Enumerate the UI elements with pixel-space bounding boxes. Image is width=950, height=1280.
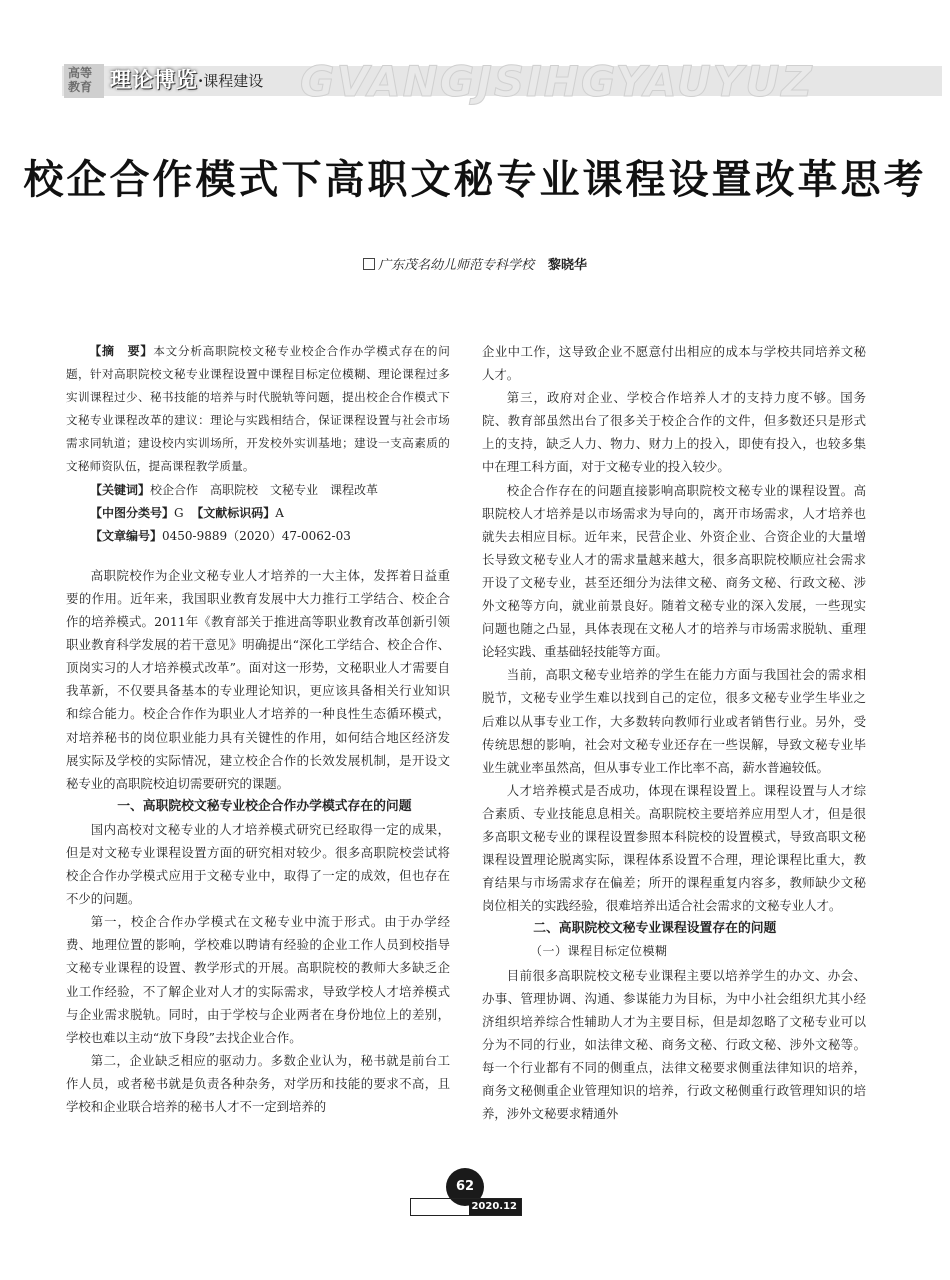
- left-column: [66, 340, 450, 1118]
- author-affiliation: 广东茂名幼儿师范专科学校: [377, 258, 534, 273]
- column-name: 理论博览: [110, 68, 198, 92]
- body-paragraph: 国内高校对文秘专业的人才培养模式研究已经取得一定的成果，但是对文秘专业课程设置方面的研究相对较少。很多高职院校尝试将校企合作办学模式应用于文秘专业中，取得了一定的成效，但也存在不少的问题。: [66, 821, 450, 907]
- section-separator: ·: [198, 72, 204, 90]
- doc-code-value: A: [275, 505, 284, 520]
- clc-value: G: [174, 505, 184, 520]
- subsection-heading: （一）课程目标定位模糊: [530, 944, 668, 959]
- header-watermark: GVANGJSIHGYAUYUZ: [300, 57, 814, 106]
- keywords-text: 校企合作 高职院校 文秘专业 课程改革: [150, 482, 379, 497]
- article-title: 校企合作模式下高职文秘专业课程设置改革思考: [23, 157, 927, 203]
- body-paragraph: 目前很多高职院校文秘专业课程主要以培养学生的办文、办会、办事、管理协调、沟通、参谋能力为目标，为中小社会组织尤其小经济组织培养综合性辅助人才为主要目标，但是却忽略了文秘专业可以分为不同的行业，如法律文秘、商务文秘、行政文秘、涉外文秘等。每一个行业都有不同的侧重点，法律文秘要求侧重法律知识的培养，商务文秘侧重企业管理知识的培养，行政文秘侧重行政管理知识的培养，涉外文秘要求精通外: [482, 967, 866, 1122]
- keywords: [66, 479, 450, 502]
- body-paragraph: 高职院校作为企业文秘专业人才培养的一大主体，发挥着日益重要的作用。近年来，我国职业教育发展中大力推行工学结合、校企合作的培养模式。2011年《教育部关于推进高等职业教育改革创新引领职业教育科学发展的若干意见》明确提出“深化工学结合、校企合作、顶岗实习的人才培养模式改革”。面对这一形势，文秘职业人才需要自我革新，不仅要具备基本的专业理论知识，更应该具备相关行业知识和综合能力。校企合作作为职业人才培养的一种良性生态循环模式，对培养秘书的岗位职业能力具有关键性的作用，如何结合地区经济发展实际及学校的实际情况，建立校企合作的长效发展机制，是开设文秘专业的高职院校迫切需要研究的课题。: [66, 567, 450, 791]
- body-paragraph: 第二，企业缺乏相应的驱动力。多数企业认为，秘书就是前台工作人员，或者秘书就是负责各种杂务，对学历和技能的要求不高，且学校和企业联合培养的秘书人才不一定到培养的: [66, 1052, 450, 1114]
- byline: [0, 254, 950, 273]
- body-paragraph: 人才培养模式是否成功，体现在课程设置上。课程设置与人才综合素质、专业技能息息相关。高职院校主要培养应用型人才，但是很多高职文秘专业的课程设置参照本科院校的设置模式，导致高职文秘课程设置理论脱离实际，课程体系设置不合理，理论课程比重大，教育结果与市场需求存在偏差；所开的课程重复内容多，教师缺少文秘岗位相关的实践经验，很难培养出适合社会需求的文秘专业人才。: [482, 782, 866, 914]
- journal-header: [0, 57, 950, 106]
- page-number: 62: [446, 1168, 484, 1206]
- right-column: [482, 340, 866, 1125]
- abstract-text: 本文分析高职院校文秘专业校企合作办学模式存在的问题，针对高职院校文秘专业课程设置中课程目标定位模糊、理论课程过多实训课程过少、秘书技能的培养与时代脱轨等问题，提出校企合作模式下文秘专业课程改革的建议：理论与实践相结合，保证课程设置与社会市场需求同轨道；建设校内实训场所，开发校外实训基地；建设一支高素质的文秘师资队伍，提高课程教学质量。: [66, 344, 450, 474]
- logo-line1: 高等: [68, 66, 93, 80]
- abstract-label: 【摘 要】: [89, 344, 154, 358]
- section-label: [198, 70, 263, 91]
- issue-date-box: [410, 1198, 522, 1216]
- article-number: [66, 525, 450, 548]
- byline-box-icon: [363, 258, 375, 270]
- section-heading-1: 一、高职院校文秘专业校企合作办学模式存在的问题: [117, 798, 412, 814]
- journal-logo: [64, 64, 104, 98]
- abstract: [66, 340, 450, 479]
- body-paragraph: 第三，政府对企业、学校合作培养人才的支持力度不够。国务院、教育部虽然出台了很多关于校企合作的文件，但多数还只是形式上的支持，缺乏人力、物力、财力上的投入，即使有投入，也较多集中在理工科方面，对于文秘专业的投入较少。: [482, 390, 866, 475]
- issue-date: 2020.12: [471, 1201, 517, 1212]
- body-paragraph: 企业中工作，这导致企业不愿意付出相应的成本与学校共同培养文秘人才。: [482, 344, 866, 383]
- body-paragraph: 第一，校企合作办学模式在文秘专业中流于形式。由于办学经费、地理位置的影响，学校难以聘请有经验的企业工作人员到校指导文秘专业课程的设置、教学形式的开展。高职院校的教师大多缺乏企业工作经验，不了解企业对人才的实际需求，导致学校人才培养模式与企业需求脱轨。同时，由于学校与企业两者在身份地位上的差别，学校也难以主动“放下身段”去找企业合作。: [66, 914, 450, 1045]
- classification: [66, 502, 450, 525]
- doc-code-label: 【文献标识码】: [191, 505, 276, 520]
- logo-line2: 教育: [68, 80, 93, 94]
- keywords-label: 【关键词】: [90, 482, 151, 497]
- body-paragraph: 校企合作存在的问题直接影响高职院校文秘专业的课程设置。高职院校人才培养是以市场需求为导向的，离开市场需求，人才培养也就失去相应目标。近年来，民营企业、外资企业、合资企业的大量增长导致文秘专业人才的需求量越来越大，很多高职院校顺应社会需求开设了文秘专业，甚至还细分为法律文秘、商务文秘、行政文秘、涉外文秘等方向，就业前景良好。随着文秘专业的深入发展，一些现实问题也随之凸显，具体表现在文秘人才的培养与市场需求脱轨、重理论轻实践、重基础轻技能等方面。: [482, 482, 866, 660]
- article-number-value: 0450-9889（2020）47-0062-03: [162, 528, 351, 543]
- section-name: 课程建设: [203, 72, 264, 90]
- article-number-label: 【文章编号】: [90, 528, 163, 543]
- author-name: 黎晓华: [548, 258, 588, 273]
- section-heading-2: 二、高职院校文秘专业课程设置存在的问题: [533, 921, 777, 937]
- body-paragraph: 当前，高职文秘专业培养的学生在能力方面与我国社会的需求相脱节，文秘专业学生难以找到自己的定位，很多文秘专业学生毕业之后难以从事专业工作，大多数转向教师行业或者销售行业。另外，受传统思想的影响，社会对文秘专业还存在一些误解，导致文秘专业毕业生就业率虽然高，但从事专业工作比率不高，薪水普遍较低。: [482, 667, 866, 775]
- clc-label: 【中图分类号】: [90, 505, 175, 520]
